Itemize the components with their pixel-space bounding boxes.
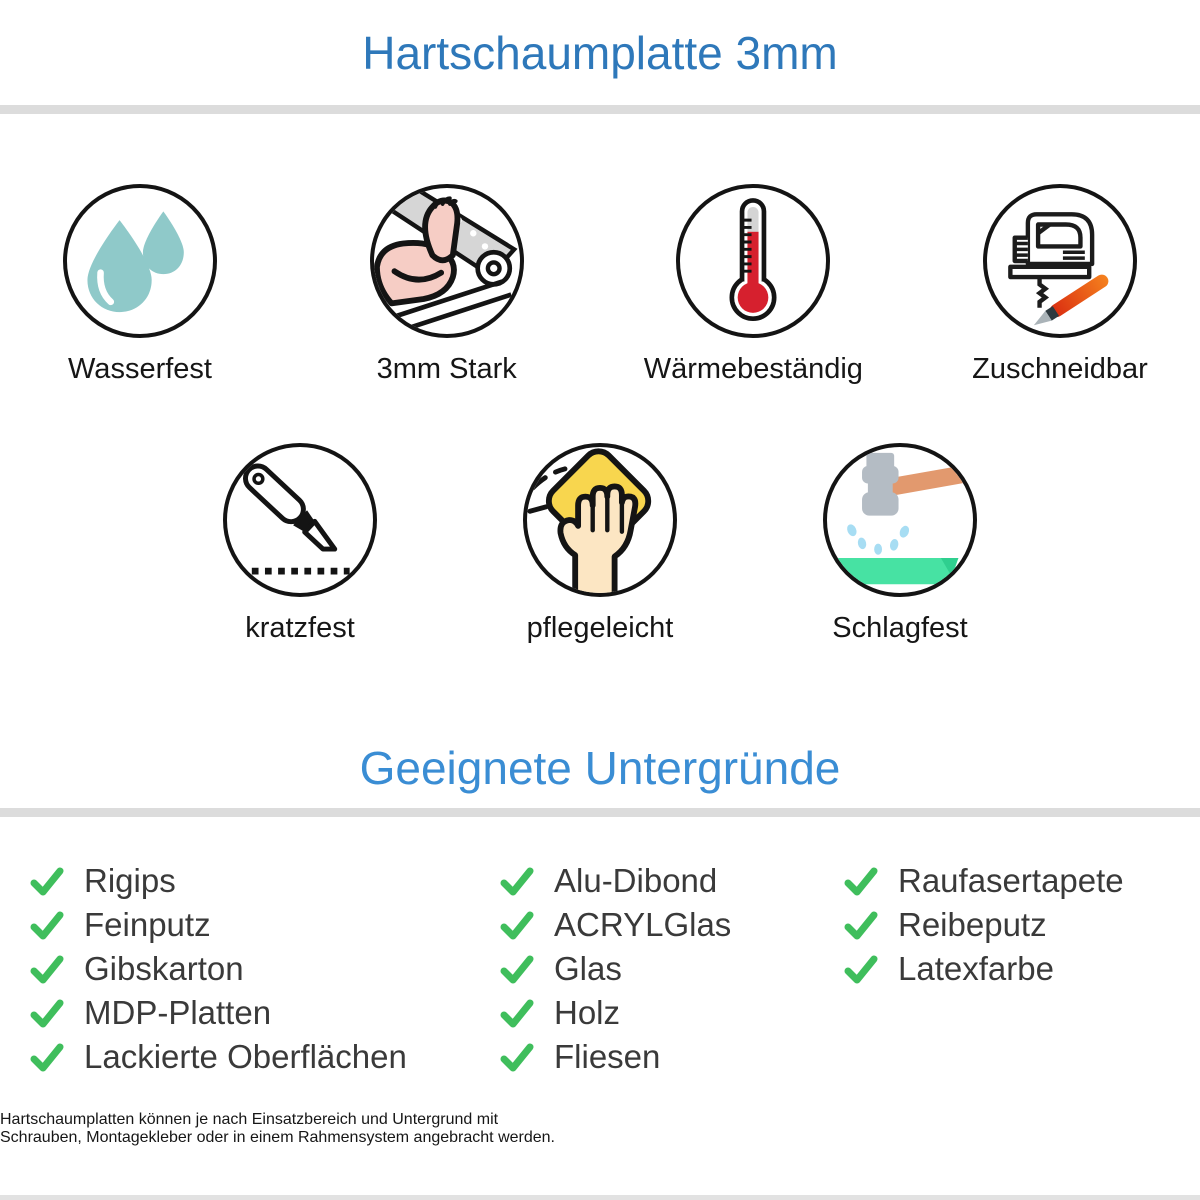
feature-cuttable bbox=[940, 184, 1180, 387]
features-row-1 bbox=[0, 184, 1200, 387]
footer-line-2: Schrauben, Montagekleber oder in einem Rahmensystem angebracht werden. bbox=[0, 1129, 555, 1146]
feature-circle bbox=[983, 184, 1137, 338]
feature-label: Wasserfest bbox=[68, 353, 212, 385]
section-title: Geeignete Untergründe bbox=[359, 742, 841, 794]
substrate-item bbox=[844, 903, 1200, 947]
jigsaw-icon bbox=[987, 188, 1133, 334]
substrates-list bbox=[0, 859, 1200, 1079]
feature-label: kratzfest bbox=[245, 612, 355, 644]
check-icon bbox=[500, 996, 534, 1030]
utility-knife-icon bbox=[227, 447, 373, 593]
footer-line-1: Hartschaumplatten können je nach Einsatzbereich und Untergrund mit bbox=[0, 1111, 499, 1128]
feature-circle bbox=[63, 184, 217, 338]
substrate-label: Latexfarbe bbox=[898, 950, 1054, 987]
substrate-item bbox=[30, 859, 500, 903]
substrate-label: Glas bbox=[554, 950, 622, 987]
feature-circle bbox=[523, 443, 677, 597]
features-row-2 bbox=[0, 443, 1200, 646]
feature-label: 3mm Stark bbox=[376, 353, 517, 385]
feature-circle bbox=[223, 443, 377, 597]
feature-circle bbox=[676, 184, 830, 338]
check-icon bbox=[500, 952, 534, 986]
check-icon bbox=[500, 864, 534, 898]
feature-strength bbox=[327, 184, 567, 387]
page-title: Hartschaumplatte 3mm bbox=[362, 27, 838, 79]
substrate-label: Fliesen bbox=[554, 1038, 661, 1075]
feature-waterproof bbox=[20, 184, 260, 387]
feature-label: pflegeleicht bbox=[526, 612, 674, 644]
substrate-label: Holz bbox=[554, 994, 621, 1031]
thermometer-icon bbox=[680, 188, 826, 334]
check-icon bbox=[30, 952, 64, 986]
check-icon bbox=[500, 1040, 534, 1074]
substrate-label: Rigips bbox=[84, 862, 176, 899]
substrate-item bbox=[500, 991, 844, 1035]
substrate-label: MDP-Platten bbox=[84, 994, 272, 1031]
substrate-label: Reibeputz bbox=[898, 906, 1047, 943]
water-drops-icon bbox=[67, 188, 213, 334]
substrate-item bbox=[30, 1035, 500, 1079]
substrate-label: ACRYLGlas bbox=[554, 906, 732, 943]
hammer-icon bbox=[827, 447, 973, 593]
substrate-item bbox=[500, 1035, 844, 1079]
divider-top bbox=[0, 105, 1200, 114]
substrate-item bbox=[30, 903, 500, 947]
substrate-label: Alu-Dibond bbox=[554, 862, 718, 899]
feature-heat-resistant bbox=[633, 184, 873, 387]
check-icon bbox=[500, 908, 534, 942]
feature-label: Wärmebeständig bbox=[643, 353, 863, 385]
substrate-item bbox=[500, 903, 844, 947]
substrate-label: Feinputz bbox=[84, 906, 211, 943]
divider-middle bbox=[0, 808, 1200, 817]
cleaning-hand-icon bbox=[527, 447, 673, 593]
feature-scratchproof bbox=[180, 443, 420, 646]
substrate-label: Gibskarton bbox=[84, 950, 244, 987]
check-icon bbox=[844, 864, 878, 898]
substrate-item bbox=[500, 947, 844, 991]
substrate-item bbox=[844, 947, 1200, 991]
feature-label: Zuschneidbar bbox=[972, 353, 1148, 385]
check-icon bbox=[844, 952, 878, 986]
check-icon bbox=[30, 908, 64, 942]
divider-bottom bbox=[0, 1195, 1200, 1200]
substrate-item bbox=[30, 947, 500, 991]
substrate-item bbox=[500, 859, 844, 903]
substrates-column-3 bbox=[844, 859, 1200, 1079]
check-icon bbox=[30, 864, 64, 898]
substrate-item bbox=[844, 859, 1200, 903]
check-icon bbox=[30, 1040, 64, 1074]
substrate-label: Lackierte Oberflächen bbox=[84, 1038, 407, 1075]
feature-circle bbox=[823, 443, 977, 597]
check-icon bbox=[30, 996, 64, 1030]
substrates-column-1 bbox=[30, 859, 500, 1079]
muscle-arm-icon bbox=[374, 188, 520, 334]
feature-easy-care bbox=[480, 443, 720, 646]
substrate-label: Raufasertapete bbox=[898, 862, 1124, 899]
feature-circle bbox=[370, 184, 524, 338]
feature-impact-resistant bbox=[780, 443, 1020, 646]
substrate-item bbox=[30, 991, 500, 1035]
feature-label: Schlagfest bbox=[832, 612, 968, 644]
check-icon bbox=[844, 908, 878, 942]
substrates-column-2 bbox=[500, 859, 844, 1079]
